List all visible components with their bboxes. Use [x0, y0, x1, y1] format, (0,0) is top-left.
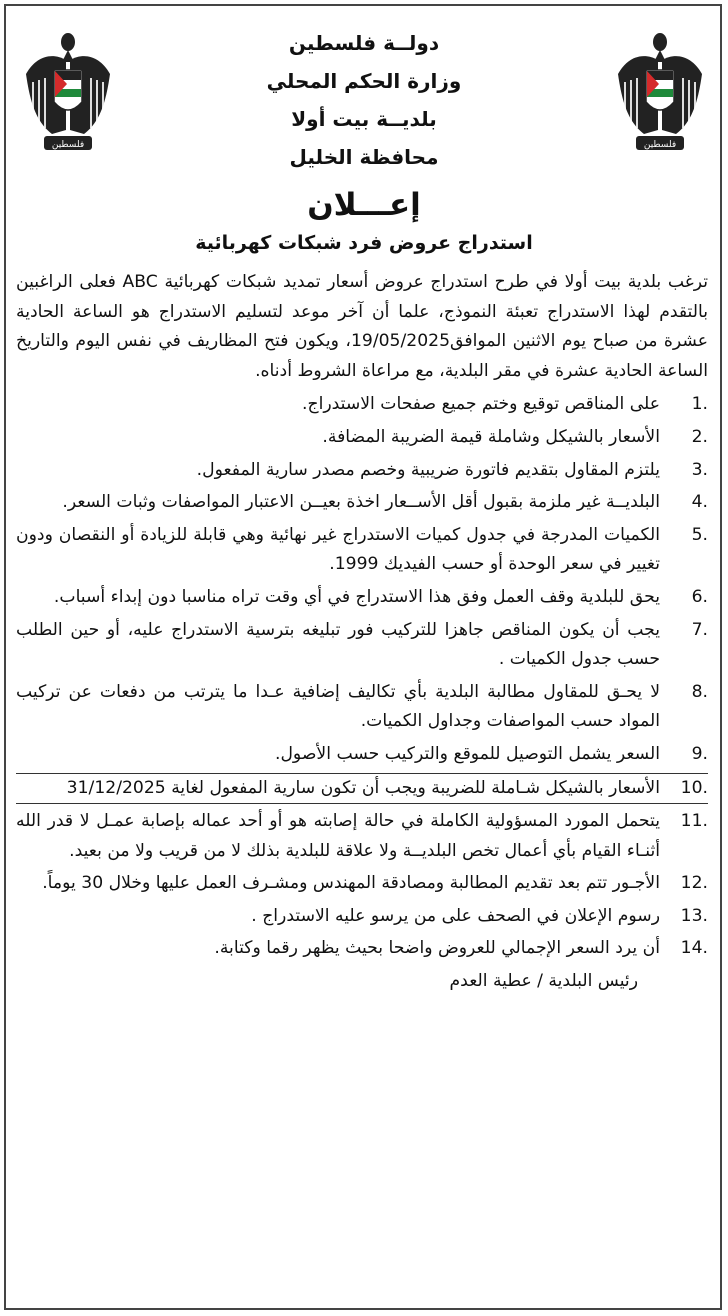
list-item: [16, 934, 708, 964]
item-text: رسوم الإعلان في الصحف على من يرسو عليه الاستدراج .: [251, 905, 660, 926]
header-ministry: وزارة الحكم المحلي: [266, 69, 462, 93]
item-text: يحق للبلدية وقف العمل وفق هذا الاستدراج في أي وقت تراه مناسبا دون إبداء أسباب.: [53, 586, 660, 607]
palestine-emblem-icon: [22, 22, 114, 162]
item-number: 2.: [691, 426, 708, 447]
signature: رئيس البلدية / عطية العدم: [449, 971, 638, 992]
list-item: [16, 456, 708, 486]
list-item: [16, 423, 708, 453]
item-text: يتحمل المورد المسؤولية الكاملة في حالة إصابته هو أو أحد عماله بإصابة عمـل لا قدر الله أثنـاء القيام بأي أعمال تخص البلديــة ولا علاقة للبلدية بذلك لا من قريب ولا من بعيد.: [16, 811, 660, 861]
item-text: يلتزم المقاول بتقديم فاتورة ضريبية وخصم مصدر سارية المفعول.: [196, 459, 660, 480]
item-number: 1.: [691, 394, 708, 415]
item-text: أن يرد السعر الإجمالي للعروض واضحا بحيث يظهر رقما وكتابة.: [214, 938, 660, 959]
item-text: الأسعار بالشيكل وشاملة قيمة الضريبة المضافة.: [322, 426, 660, 447]
item-number: 13.: [680, 905, 708, 926]
conditions-list: [16, 390, 708, 964]
header-governorate: محافظة الخليل: [289, 145, 439, 169]
list-item: [16, 488, 708, 518]
list-item: [16, 740, 708, 770]
item-number: 4.: [691, 492, 708, 513]
list-item: [16, 869, 708, 899]
header-municipality: بلديــة بيت أولا: [291, 107, 437, 131]
item-number: 3.: [691, 459, 708, 480]
emblem-caption: فلسطين: [643, 140, 677, 150]
item-text: يجب أن يكون المناقص جاهزا للتركيب فور تبليغه بترسية الاستدراج عليه، أو حين الطلب حسب جدول الكميات .: [16, 619, 660, 670]
palestine-emblem-icon: [614, 22, 706, 162]
announcement-body: [16, 268, 708, 996]
list-item: [16, 678, 708, 737]
emblem-caption: فلسطين: [51, 140, 85, 150]
list-item: [16, 616, 708, 675]
item-number: 8.: [691, 681, 708, 702]
list-item: [16, 807, 708, 866]
item-number: 12.: [680, 873, 708, 894]
item-number: 7.: [691, 619, 708, 640]
item-text: على المناقص توقيع وختم جميع صفحات الاستدراج.: [302, 394, 660, 415]
header-state: دولــة فلسطين: [288, 31, 440, 55]
item-number: 10.: [680, 777, 708, 798]
item-number: 6.: [691, 586, 708, 607]
item-text: الأسعار بالشيكل شـاملة للضريبة ويجب أن تكون سارية المفعول لغاية 31/12/2025: [66, 777, 660, 798]
item-text: لا يحـق للمقاول مطالبة البلدية بأي تكاليف إضافية عـدا ما يترتب من دفعات عن تركيب المواد حسب المواصفات وجداول الكميات.: [16, 681, 660, 732]
announcement-title: إعـــلان: [307, 187, 421, 223]
list-item: [16, 902, 708, 932]
item-number: 5.: [691, 524, 708, 545]
list-item: [16, 521, 708, 580]
item-text: الأجـور تتم بعد تقديم المطالبة ومصادقة المهندس ومشـرف العمل عليها وخلال 30 يوماً.: [42, 873, 660, 894]
item-number: 9.: [691, 743, 708, 764]
item-text: السعر يشمل التوصيل للموقع والتركيب حسب الأصول.: [274, 743, 660, 764]
letterhead: [150, 24, 578, 176]
announcement-subtitle: استدراج عروض فرد شبكات كهربائية: [195, 232, 533, 254]
intro-paragraph: ترغب بلدية بيت أولا في طرح استدراج عروض أسعار تمديد شبكات كهربائية ABC فعلى الراغبين بالتقدم لهذا الاستدراج تعبئة النموذج، علما أن آخر موعد لتسليم الاستدراج هو الساعة الحادية عشرة من صباح يوم الاثنين الموافق19/05/2025، ويكون فتح المظاريف في نفس اليوم والتاريخ الساعة الحادية عشرة في مقر البلدية، مع مراعاة الشروط أدناه.: [16, 272, 708, 381]
list-item: [16, 583, 708, 613]
item-text: البلديــة غير ملزمة بقبول أقل الأســعار اخذة بعيــن الاعتبار المواصفات وثبات السعر.: [62, 492, 660, 513]
list-item: [16, 390, 708, 420]
item-number: 14.: [680, 938, 708, 959]
item-text: الكميات المدرجة في جدول كميات الاستدراج غير نهائية وهي قابلة للزيادة أو النقصان ودون تغيير في سعر الوحدة أو حسب الفيديك 1999.: [16, 524, 660, 575]
item-number: 11.: [680, 811, 708, 832]
list-item: [16, 773, 708, 805]
